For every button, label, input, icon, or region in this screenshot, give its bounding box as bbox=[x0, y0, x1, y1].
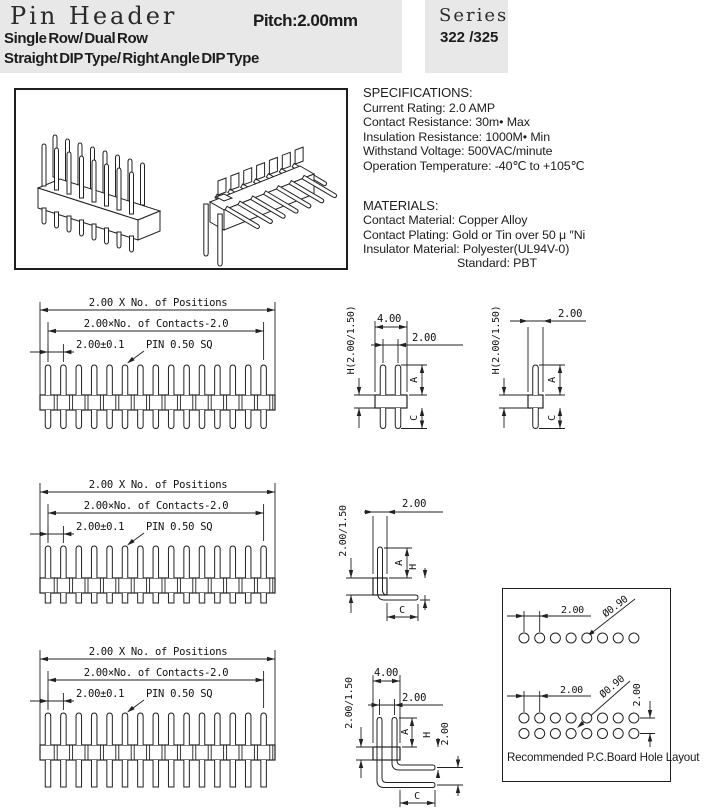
dim-tail-length-c: C bbox=[547, 415, 558, 421]
dim-body-height: H(2.00/1.50) bbox=[491, 305, 502, 375]
pcb-layout-caption: Recommended P.C.Board Hole Layout bbox=[507, 751, 700, 764]
dim-pitch: 2.00±0.1 bbox=[76, 339, 125, 351]
pitch-label: Pitch:2.00mm bbox=[253, 11, 358, 30]
right-angle-header-isometric bbox=[204, 147, 337, 266]
dim-body-width: 4.00 bbox=[376, 313, 402, 325]
dim-pin-length-a: A bbox=[400, 729, 411, 735]
dim-pin-length-a: A bbox=[394, 560, 405, 566]
dim-contacts-span: 2.00×No. of Contacts-2.0 bbox=[83, 667, 229, 679]
dim-body-width: 4.00 bbox=[373, 667, 399, 679]
spec-line: Contact Resistance: 30m• Max bbox=[363, 115, 530, 130]
dim-pitch: 2.00±0.1 bbox=[76, 521, 125, 533]
material-line: Insulator Material: Polyester(UL94V-0) bbox=[363, 241, 570, 256]
series-label: Series bbox=[439, 5, 509, 26]
pcb-row-spacing-dim: 2.00 bbox=[632, 683, 643, 707]
material-line: Contact Material: Copper Alloy bbox=[363, 213, 528, 228]
series-value: 322 /325 bbox=[440, 29, 499, 46]
dim-pin-length-a: A bbox=[409, 377, 420, 383]
spec-line: Operation Temperature: -40℃ to +105℃ bbox=[363, 158, 585, 173]
dim-body-height: 2.00/1.50 bbox=[344, 677, 355, 729]
material-line: Contact Plating: Gold or Tin over 50 μ ″Ni bbox=[363, 227, 586, 242]
dim-tail-length-c: C bbox=[414, 791, 420, 802]
pcb-hole-diagram bbox=[503, 589, 670, 749]
dim-contacts-span: 2.00×No. of Contacts-2.0 bbox=[83, 500, 229, 512]
spec-line: Insulation Resistance: 1000M• Min bbox=[363, 129, 550, 144]
dim-row-spacing: 2.00 bbox=[402, 692, 427, 704]
single-straight-detail-figure bbox=[486, 294, 596, 462]
right-angle-dual-dimension-figure bbox=[28, 638, 358, 812]
dual-right-angle-detail-figure bbox=[328, 648, 498, 812]
specifications-heading: SPECIFICATIONS: bbox=[363, 85, 473, 100]
dim-height-h: H bbox=[422, 732, 433, 738]
dim-row-spacing: 2.00 bbox=[412, 332, 437, 344]
dim-contacts-span: 2.00×No. of Contacts-2.0 bbox=[83, 318, 229, 330]
dim-total-length: 2.00 X No. of Positions bbox=[88, 297, 228, 309]
pin-size-callout: PIN 0.50 SQ bbox=[146, 521, 213, 533]
dim-body-height: H(2.00/1.50) bbox=[346, 305, 357, 375]
straight-header-dimension-figure bbox=[28, 294, 358, 462]
dual-straight-detail-figure bbox=[323, 294, 478, 462]
spec-line: Withstand Voltage: 500VAC/minute bbox=[363, 144, 553, 159]
materials-heading: MATERIALS: bbox=[363, 198, 439, 213]
spec-line: Current Rating: 2.0 AMP bbox=[363, 100, 495, 115]
pcb-hole-dia-dim: Ø0.90 bbox=[597, 673, 627, 701]
dim-height-h: H bbox=[408, 564, 419, 570]
pcb-pitch-dim: 2.00 bbox=[561, 605, 584, 616]
dim-pitch: 2.00±0.1 bbox=[76, 688, 125, 700]
dim-body-width: 2.00 bbox=[402, 498, 427, 510]
pcb-layout-box bbox=[502, 588, 700, 782]
right-angle-single-dimension-figure bbox=[28, 473, 358, 623]
dim-tail-length-c: C bbox=[409, 415, 420, 421]
row-type-label: Single Row/ Dual Row bbox=[4, 30, 148, 47]
pcb-pitch-dim: 2.00 bbox=[560, 685, 583, 696]
page-title: Pin Header bbox=[10, 2, 178, 30]
dim-pin-length-a: A bbox=[547, 377, 558, 383]
series-block bbox=[425, 0, 508, 73]
dim-body-width: 2.00 bbox=[558, 308, 583, 320]
dim-leg-spacing: 2.00 bbox=[440, 722, 451, 746]
single-right-angle-detail-figure bbox=[328, 480, 478, 635]
header-block bbox=[0, 0, 402, 73]
dim-total-length: 2.00 X No. of Positions bbox=[88, 646, 228, 658]
pcb-hole-dia-dim: Ø0.90 bbox=[600, 594, 631, 621]
product-drawing-box bbox=[14, 88, 348, 270]
isometric-drawings bbox=[16, 90, 346, 268]
material-standard: Standard: PBT bbox=[457, 256, 537, 271]
dim-tail-length-c: C bbox=[399, 605, 405, 616]
specifications-section bbox=[363, 86, 719, 174]
pin-size-callout: PIN 0.50 SQ bbox=[146, 339, 213, 351]
straight-header-isometric bbox=[38, 135, 160, 252]
dim-body-height: 2.00/1.50 bbox=[338, 505, 349, 557]
pin-size-callout: PIN 0.50 SQ bbox=[146, 688, 213, 700]
materials-section bbox=[363, 199, 719, 270]
dim-total-length: 2.00 X No. of Positions bbox=[88, 479, 228, 491]
mount-type-label: Straight DIP Type/ Right Angle DIP Type bbox=[4, 50, 259, 67]
